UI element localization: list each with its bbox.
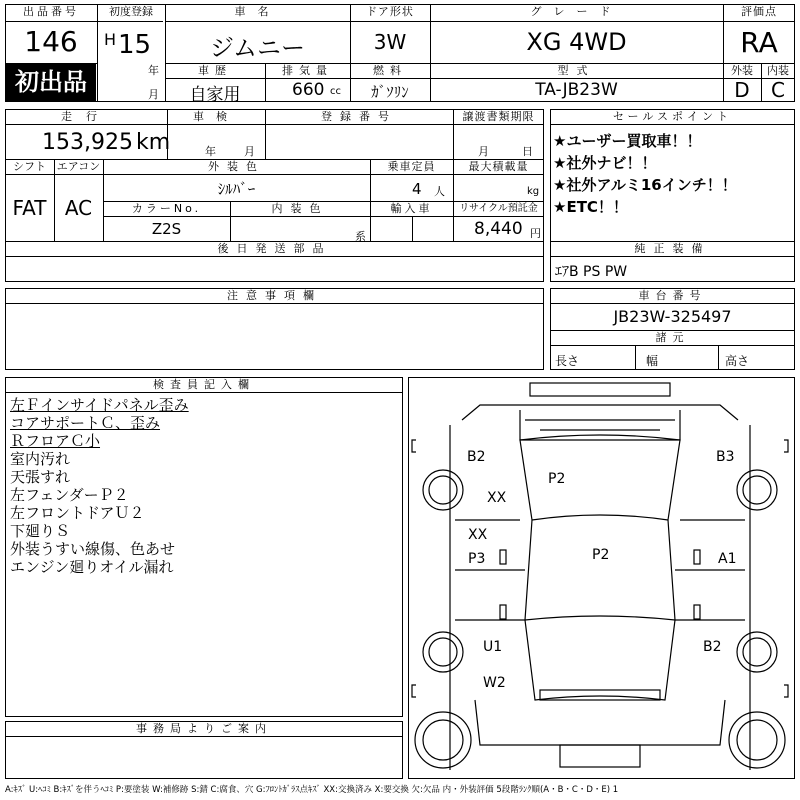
seats-label: 乗車定員: [387, 160, 436, 173]
load-unit: kg: [527, 186, 540, 197]
recycle-value: 8,440: [474, 219, 523, 239]
damage-mark: W2: [483, 675, 506, 691]
door-label: ドア形状: [366, 5, 414, 18]
damage-mark: XX: [487, 490, 507, 506]
damage-mark: XX: [468, 527, 488, 543]
ac-label: エアコン: [56, 160, 101, 173]
int-color-unit: 系: [355, 230, 366, 243]
seats-value: 4: [412, 180, 422, 198]
model-label: 型式: [557, 64, 596, 77]
inspector-note: コアサポートＣ、歪み: [10, 414, 161, 432]
inspection-month: 月: [244, 145, 255, 158]
ext-grade-value: D: [734, 78, 750, 102]
damage-mark: B2: [703, 639, 722, 655]
damage-mark: B2: [467, 449, 486, 465]
inspector-note: 左Ｆインサイドパネル歪み: [10, 396, 189, 414]
transfer-day: 日: [522, 145, 533, 158]
inspector-note: エンジン廻りオイル漏れ: [10, 558, 174, 576]
length-label: 長さ: [555, 354, 580, 368]
damage-mark: U1: [483, 639, 503, 655]
chassis-value: JB23W-325497: [613, 307, 732, 326]
equipment-value: ｴｱB PS PW: [555, 264, 628, 280]
chassis-label: 車台番号: [638, 289, 707, 302]
car-name-label: 車名: [234, 5, 281, 18]
inspector-note: ＲフロアＣ小: [10, 432, 101, 450]
sales-point: ★ユーザー買取車！！: [553, 132, 702, 150]
damage-mark: P2: [592, 547, 610, 563]
reg-era: H: [104, 30, 117, 49]
recycle-label: リサイクル預託金: [459, 203, 538, 214]
inspector-note: 室内汚れ: [10, 450, 71, 468]
later-parts-label: 後日発送部品: [217, 242, 332, 255]
lot-label: 出品番号: [23, 5, 79, 18]
inspector-note: 外装うすい線傷、色あせ: [10, 540, 176, 558]
cc-value: 660: [292, 80, 325, 100]
fuel-label: 燃料: [373, 64, 407, 77]
model-value: TA-JB23W: [535, 80, 618, 100]
inspection-label: 車検: [193, 110, 239, 123]
mileage-unit: km: [136, 130, 171, 155]
shift-value: FAT: [12, 196, 47, 220]
inspector-note: 天張すれ: [10, 468, 71, 486]
sales-points-label: セールスポイント: [612, 110, 732, 123]
seats-unit: 人: [434, 185, 445, 198]
reg-month-unit: 月: [148, 88, 159, 101]
plate-label: 登録番号: [321, 110, 397, 123]
int-grade-label: 内装: [767, 64, 789, 77]
reg-label: 初度登録: [109, 5, 153, 18]
load-label: 最大積載量: [468, 160, 529, 173]
cc-unit: cc: [330, 86, 341, 97]
door-value: 3W: [373, 30, 407, 54]
equipment-label: 純正装備: [634, 242, 711, 255]
damage-mark: P3: [468, 551, 486, 567]
first-listing-badge: 初出品: [6, 64, 96, 101]
inspector-label: 検査員記入欄: [153, 378, 255, 391]
inspector-note: 左フロントドアＵ２: [10, 504, 145, 522]
damage-mark: B3: [716, 449, 735, 465]
sales-point: ★ETC！！: [553, 198, 628, 216]
int-color-label: 内装色: [271, 202, 329, 215]
sales-point: ★社外アルミ16インチ！！: [553, 176, 737, 194]
width-label: 幅: [646, 354, 659, 368]
color-no-label: カラーNo.: [131, 202, 202, 215]
int-grade-value: C: [771, 78, 785, 102]
mileage-value: 153,925: [42, 130, 133, 155]
sales-point: ★社外ナビ！！: [553, 154, 657, 172]
transfer-label: 譲渡書類期限: [462, 110, 535, 123]
cc-label: 排気量: [282, 64, 333, 77]
inspector-note: 下廻りＳ: [10, 522, 71, 540]
office-label: 事務局よりご案内: [136, 722, 272, 735]
damage-mark: P2: [548, 471, 566, 487]
ext-color-value: ｼﾙﾊﾞｰ: [217, 180, 256, 198]
grade-label: グレード: [530, 5, 623, 18]
shift-label: シフト: [13, 160, 46, 173]
dims-label: 諸元: [655, 331, 690, 344]
caution-label: 注意事項欄: [227, 289, 322, 302]
reg-year-unit: 年: [148, 64, 159, 77]
score-label: 評価点: [741, 5, 777, 18]
history-label: 車歴: [198, 64, 232, 77]
car-name: ジムニー: [209, 34, 306, 62]
reg-year: 15: [118, 30, 152, 60]
fuel-value: ｶﾞｿﾘﾝ: [371, 83, 409, 101]
damage-mark: A1: [718, 551, 737, 567]
import-label: 輸入車: [390, 202, 433, 215]
legend-text: A:ｷｽﾞ U:ﾍｺﾐ B:ｷｽﾞを伴うﾍｺﾐ P:要塗装 W:補修跡 S:錆 C:腐食、穴 G:ﾌﾛﾝﾄｶﾞﾗｽ点ｷｽﾞ XX:交換済み X:要交換 欠:欠品 内・外装評価 5段階ﾗﾝｸ順(A・B・C・D・E) 1: [5, 785, 619, 795]
color-no-value: Z2S: [151, 220, 182, 238]
history-value: 自家用: [189, 85, 241, 105]
height-label: 高さ: [725, 354, 750, 368]
mileage-label: 走行: [61, 110, 111, 123]
ext-grade-label: 外装: [731, 64, 753, 77]
ac-value: AC: [64, 196, 93, 220]
grade-value: XG 4WD: [526, 28, 627, 56]
inspection-year: 年: [205, 145, 216, 158]
transfer-month: 月: [478, 145, 489, 158]
lot-number: 146: [24, 25, 78, 58]
ext-color-label: 外装色: [208, 160, 265, 173]
score-value: RA: [740, 26, 778, 59]
inspector-note: 左フェンダーＰ２: [10, 486, 129, 504]
recycle-unit: 円: [530, 227, 541, 240]
